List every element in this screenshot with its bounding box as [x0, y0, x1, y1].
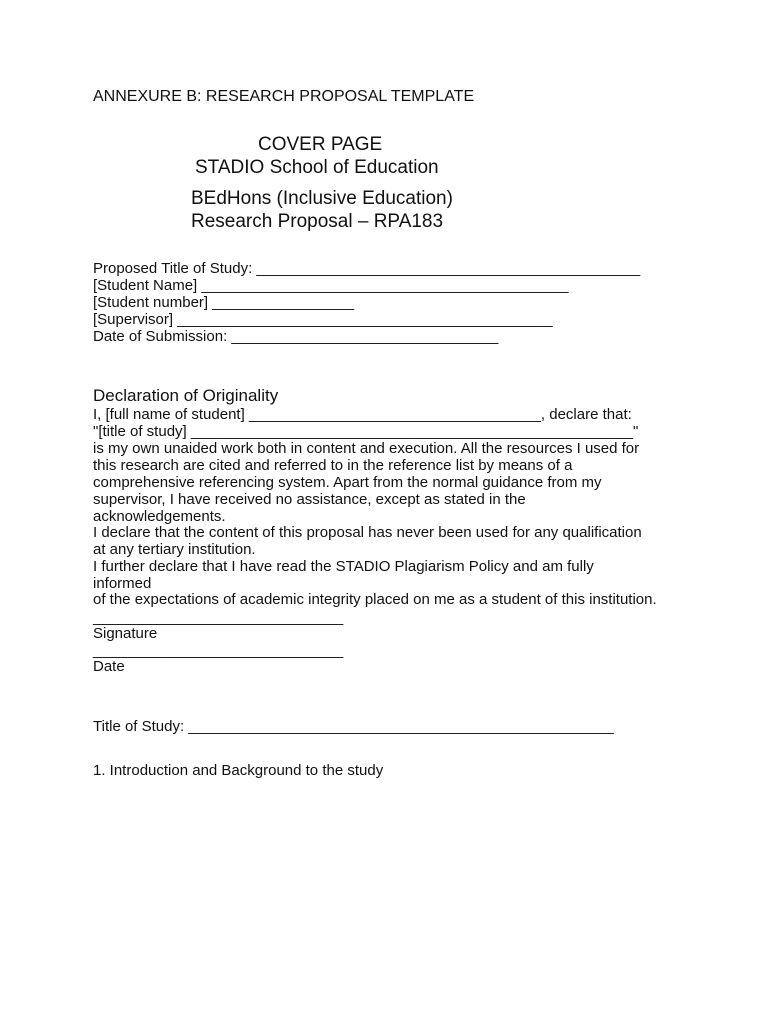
- supervisor-field: [Supervisor] _____________________________________________: [93, 311, 553, 328]
- student-name-field: [Student Name] ____________________________________________: [93, 277, 569, 294]
- date-line: ______________________________: [93, 642, 344, 659]
- course-name: Research Proposal – RPA183: [191, 211, 444, 232]
- annexure-heading: ANNEXURE B: RESEARCH PROPOSAL TEMPLATE: [93, 88, 475, 105]
- declaration-line: this research are cited and referred to in the reference list by means of a: [93, 457, 573, 474]
- school-name: STADIO School of Education: [195, 157, 439, 178]
- declaration-line: is my own unaided work both in content and execution. All the resources I used for: [93, 440, 640, 457]
- signature-line: ______________________________: [93, 609, 344, 626]
- declaration-line: of the expectations of academic integrity placed on me as a student of this institution.: [93, 591, 657, 608]
- cover-page-title: COVER PAGE: [258, 134, 383, 155]
- declaration-line: I further declare that I have read the STADIO Plagiarism Policy and am fully: [93, 558, 594, 575]
- program-name: BEdHons (Inclusive Education): [191, 188, 453, 209]
- proposed-title-field: Proposed Title of Study: ______________________________________________: [93, 260, 641, 277]
- declaration-line: I declare that the content of this proposal has never been used for any qualification: [93, 524, 642, 541]
- declaration-heading: Declaration of Originality: [93, 386, 279, 405]
- declaration-line: acknowledgements.: [93, 508, 226, 525]
- declaration-line: comprehensive referencing system. Apart from the normal guidance from my: [93, 474, 602, 491]
- date-label: Date: [93, 658, 125, 675]
- signature-label: Signature: [93, 625, 158, 642]
- title-of-study-field: Title of Study: ___________________________________________________: [93, 718, 614, 735]
- declaration-line: at any tertiary institution.: [93, 541, 256, 558]
- declaration-line: supervisor, I have received no assistance, except as stated in the: [93, 491, 526, 508]
- date-of-submission-field: Date of Submission: ________________________________: [93, 328, 499, 345]
- declaration-line: "[title of study] _____________________________________________________": [93, 423, 639, 440]
- section-1-heading: 1. Introduction and Background to the study: [93, 762, 384, 779]
- student-number-field: [Student number] _________________: [93, 294, 355, 311]
- declaration-line: I, [full name of student] ___________________________________, declare that:: [93, 406, 632, 423]
- declaration-line: informed: [93, 575, 152, 592]
